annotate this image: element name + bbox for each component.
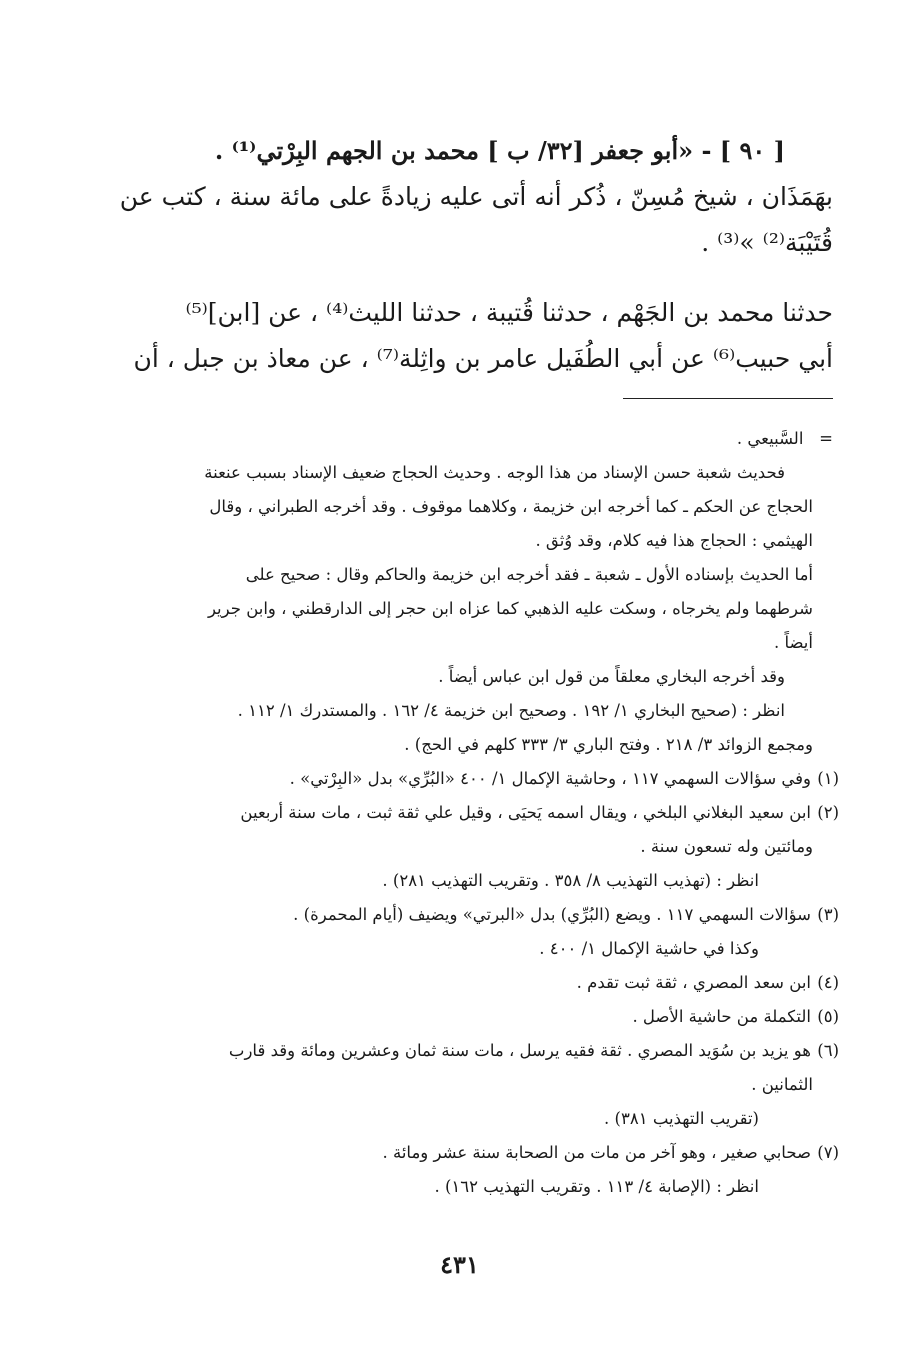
- note-line: وكذا في حاشية الإكمال ١/ ٤٠٠ .: [539, 939, 759, 958]
- entry-heading: [ ٩٠ ] - «أبو جعفر [٣٢/ ب ] محمد بن الجهم البِرْتي⁽¹⁾ .: [214, 136, 785, 165]
- note-line: فحديث شعبة حسن الإسناد من هذا الوجه . وحديث الحجاج ضعيف الإسناد بسبب عنعنة: [204, 463, 785, 482]
- footnote-number: (٤): [817, 973, 839, 992]
- page-number: ٤٣١: [440, 1250, 479, 1279]
- note-line: شرطهما ولم يخرجاه ، وسكت عليه الذهبي كما عزاه ابن حجر إلى الدارقطني ، وابن جرير: [207, 599, 813, 618]
- note-line: انظر : (تهذيب التهذيب ٨/ ٣٥٨ . وتقريب التهذيب ٢٨١) .: [382, 871, 759, 890]
- footnote-separator: [623, 398, 833, 399]
- footnote-number: (٧): [817, 1143, 839, 1162]
- note-line: ومجمع الزوائد ٣/ ٢١٨ . وفتح الباري ٣/ ٣٣٣ كلهم في الحج) .: [404, 735, 813, 754]
- note-line: انظر : (صحيح البخاري ١/ ١٩٢ . وصحيح ابن خزيمة ٤/ ١٦٢ . والمستدرك ١/ ١١٢ .: [237, 701, 785, 720]
- footnote-number: (٦): [817, 1041, 839, 1060]
- footnote-2: (٢)ابن سعيد البغلاني البلخي ، ويقال اسمه يَحيَى ، وقيل علي ثقة ثبت ، مات سنة أربعين: [113, 796, 839, 830]
- main-line: حدثنا محمد بن الجَهْم ، حدثنا قُتيبة ، حدثنا الليث⁽⁴⁾ ، عن [ابن]⁽⁵⁾: [185, 298, 833, 327]
- footnote-7: (٧)صحابي صغير ، وهو آخر من مات من الصحابة سنة عشر ومائة .: [113, 1136, 839, 1170]
- footnote-5: (٥)التكملة من حاشية الأصل .: [113, 1000, 839, 1034]
- footnote-1: (١)وفي سؤالات السهمي ١١٧ ، وحاشية الإكمال ١/ ٤٠٠ «البُرِّي» بدل «البِرْتي» .: [113, 762, 839, 796]
- continuation-marker: =: [819, 429, 833, 448]
- note-line: أيضاً .: [773, 633, 813, 652]
- note-line: الحجاج عن الحكم ـ كما أخرجه ابن خزيمة ، وكلاهما موقوف . وقد أخرجه الطبراني ، وقال: [209, 497, 813, 516]
- footnote-3: (٣)سؤالات السهمي ١١٧ . ويضع (البُرِّي) بدل «البرتي» ويضيف (أيام المحمرة) .: [113, 898, 839, 932]
- main-line: بهَمَذَان ، شيخ مُسِنّ ، ذُكر أنه أتى عليه زيادةً على مائة سنة ، كتب عن: [119, 182, 833, 211]
- main-text: [83, 128, 833, 382]
- footnote-number: (٥): [817, 1007, 839, 1026]
- footnotes: [113, 422, 839, 1204]
- footnote-number: (٣): [817, 905, 839, 924]
- main-line: قُتَيْبَة⁽²⁾ »⁽³⁾ .: [701, 228, 833, 257]
- note-line: الهيثمي : الحجاج هذا فيه كلام، وقد وُثق .: [535, 531, 813, 550]
- footnote-4: (٤)ابن سعد المصري ، ثقة ثبت تقدم .: [113, 966, 839, 1000]
- footnote-number: (١): [817, 769, 839, 788]
- main-line: أبي حبيب⁽⁶⁾ عن أبي الطُفَيل عامر بن واثِلة⁽⁷⁾ ، عن معاذ بن جبل ، أن: [133, 344, 833, 373]
- note-line: أما الحديث بإسناده الأول ـ شعبة ـ فقد أخرجه ابن خزيمة والحاكم وقال : صحيح على: [245, 565, 813, 584]
- note-line: انظر : (الإصابة ٤/ ١١٣ . وتقريب التهذيب ١٦٢) .: [434, 1177, 759, 1196]
- note-line: (تقريب التهذيب ٣٨١) .: [604, 1109, 759, 1128]
- note-line: الثمانين .: [751, 1075, 813, 1094]
- note-line: ومائتين وله تسعون سنة .: [640, 837, 813, 856]
- footnote-number: (٢): [817, 803, 839, 822]
- footnote-6: (٦)هو يزيد بن سُوَيد المصري . ثقة فقيه يرسل ، مات سنة ثمان وعشرين ومائة وقد قارب: [113, 1034, 839, 1068]
- note-line: وقد أخرجه البخاري معلقاً من قول ابن عباس أيضاً .: [438, 667, 785, 686]
- continuation-note: = السَّبيعي .: [736, 429, 833, 448]
